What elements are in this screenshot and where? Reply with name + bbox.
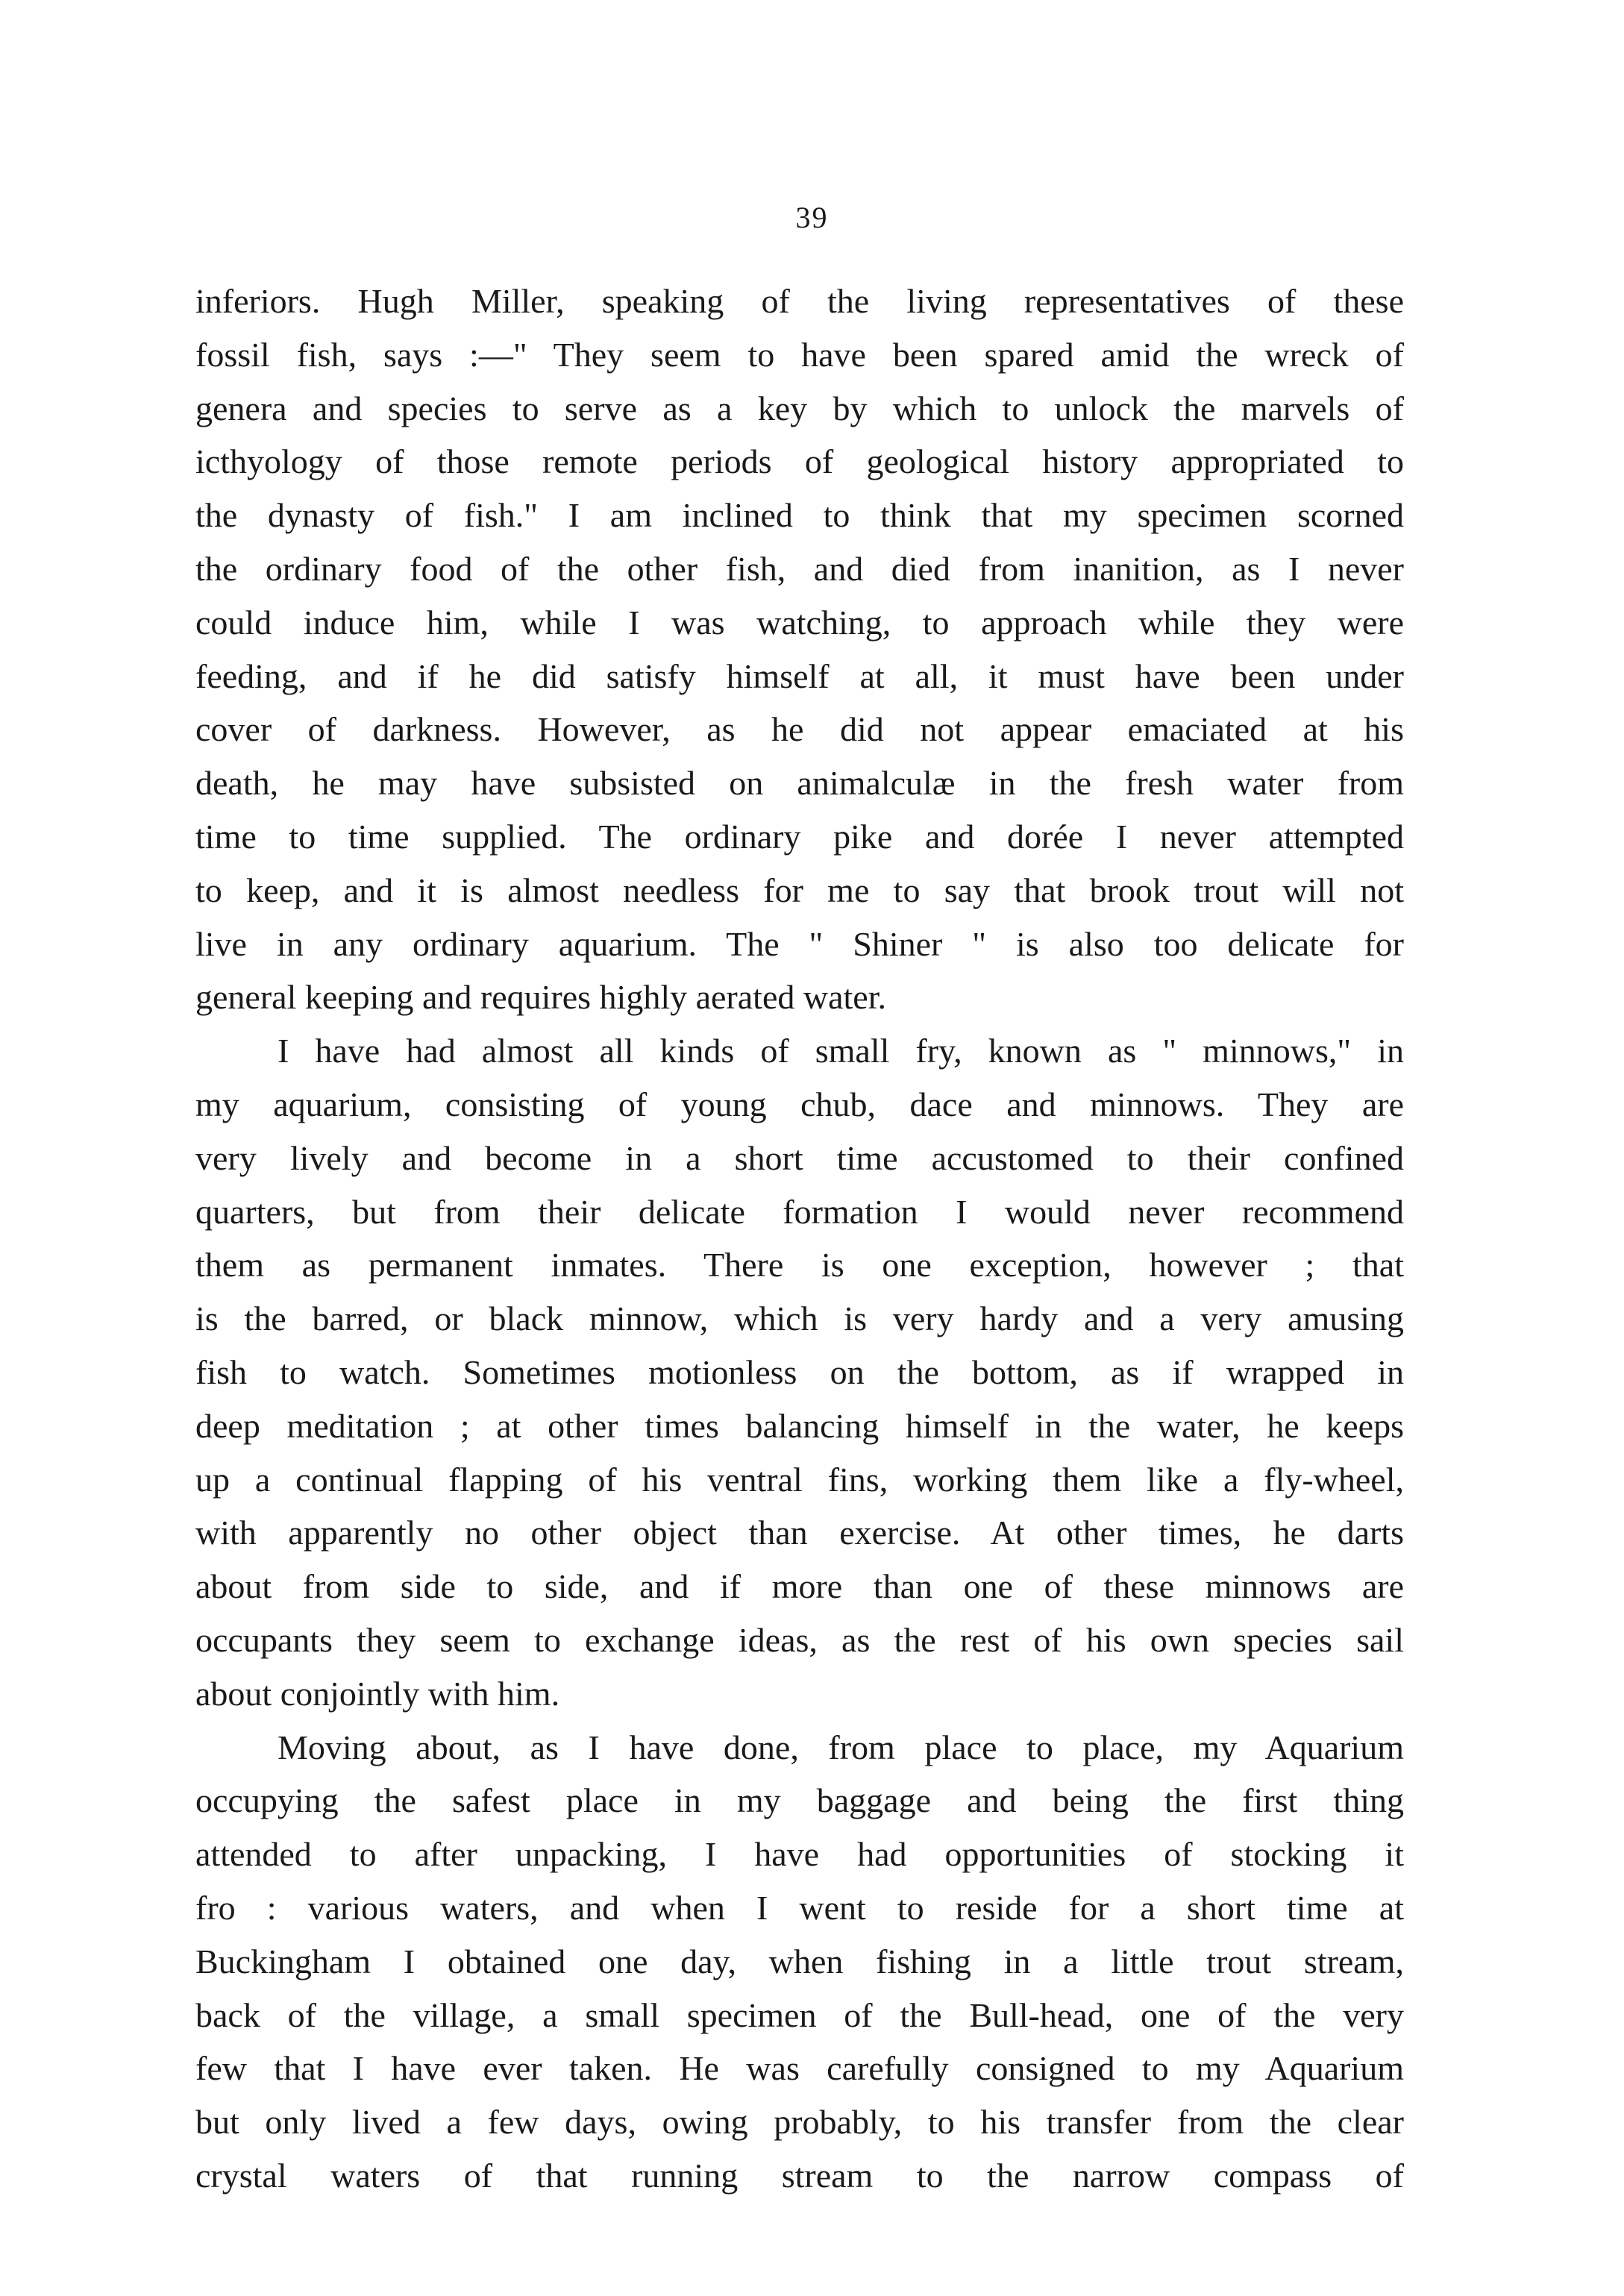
text-line: the dynasty of fish." I am inclined to think that my specimen scorned — [195, 496, 1404, 535]
text-line: time to time supplied. The ordinary pike and dorée I never attempted — [195, 817, 1404, 856]
page-body-text — [195, 275, 1404, 2203]
text-line: feeding, and if he did satisfy himself at all, it must have been under — [195, 656, 1404, 695]
text-line: crystal waters of that running stream to the narrow compass of — [195, 2156, 1404, 2195]
text-line: deep meditation ; at other times balancing himself in the water, he keeps — [195, 1406, 1404, 1445]
text-line: attended to after unpacking, I have had opportunities of stocking it — [195, 1835, 1404, 1874]
text-line: about conjointly with him. — [195, 1674, 560, 1713]
text-line: to keep, and it is almost needless for me to say that brook trout will not — [195, 871, 1404, 909]
text-line: inferiors. Hugh Miller, speaking of the living representatives of these — [195, 282, 1404, 320]
text-line: could induce him, while I was watching, to approach while they were — [195, 603, 1404, 642]
text-line: general keeping and requires highly aerated water. — [195, 978, 886, 1017]
text-line: up a continual flapping of his ventral fins, working them like a fly-wheel, — [195, 1460, 1404, 1499]
text-line: my aquarium, consisting of young chub, dace and minnows. They are — [195, 1085, 1404, 1123]
text-line: fossil fish, says :—" They seem to have been spared amid the wreck of — [195, 335, 1404, 374]
text-line: fro : various waters, and when I went to reside for a short time at — [195, 1888, 1404, 1927]
text-line: Buckingham I obtained one day, when fishing in a little trout stream, — [195, 1942, 1404, 1980]
text-line: Moving about, as I have done, from place to place, my Aquarium — [278, 1728, 1404, 1766]
paragraph — [195, 1024, 1404, 1720]
text-line: live in any ordinary aquarium. The " Shiner " is also too delicate for — [195, 924, 1404, 963]
text-line: them as permanent inmates. There is one exception, however ; that — [195, 1246, 1404, 1285]
text-line: I have had almost all kinds of small fry, known as " minnows," in — [278, 1032, 1404, 1070]
text-line: occupying the safest place in my baggage and being the first thing — [195, 1781, 1404, 1820]
text-line: about from side to side, and if more than one of these minnows are — [195, 1567, 1404, 1606]
paragraph — [195, 275, 1404, 1024]
text-line: few that I have ever taken. He was carefully consigned to my Aquarium — [195, 2049, 1404, 2088]
text-line: icthyology of those remote periods of geological history appropriated to — [195, 442, 1404, 481]
text-line: genera and species to serve as a key by which to unlock the marvels of — [195, 389, 1404, 427]
paragraph — [195, 1721, 1404, 2203]
text-line: death, he may have subsisted on animalculæ in the fresh water from — [195, 764, 1404, 803]
page-number: 39 — [795, 201, 829, 234]
text-line: with apparently no other object than exercise. At other times, he darts — [195, 1514, 1404, 1552]
text-line: is the barred, or black minnow, which is very hardy and a very amusing — [195, 1299, 1404, 1338]
text-line: back of the village, a small specimen of the Bull-head, one of the very — [195, 1995, 1404, 2034]
text-line: occupants they seem to exchange ideas, as the rest of his own species sail — [195, 1620, 1404, 1659]
text-line: cover of darkness. However, as he did not appear emaciated at his — [195, 710, 1404, 749]
text-line: but only lived a few days, owing probably, to his transfer from the clear — [195, 2103, 1404, 2142]
text-line: quarters, but from their delicate formation I would never recommend — [195, 1192, 1404, 1231]
text-line: the ordinary food of the other fish, and died from inanition, as I never — [195, 549, 1404, 588]
text-line: very lively and become in a short time accustomed to their confined — [195, 1138, 1404, 1177]
text-line: fish to watch. Sometimes motionless on the bottom, as if wrapped in — [195, 1352, 1404, 1391]
